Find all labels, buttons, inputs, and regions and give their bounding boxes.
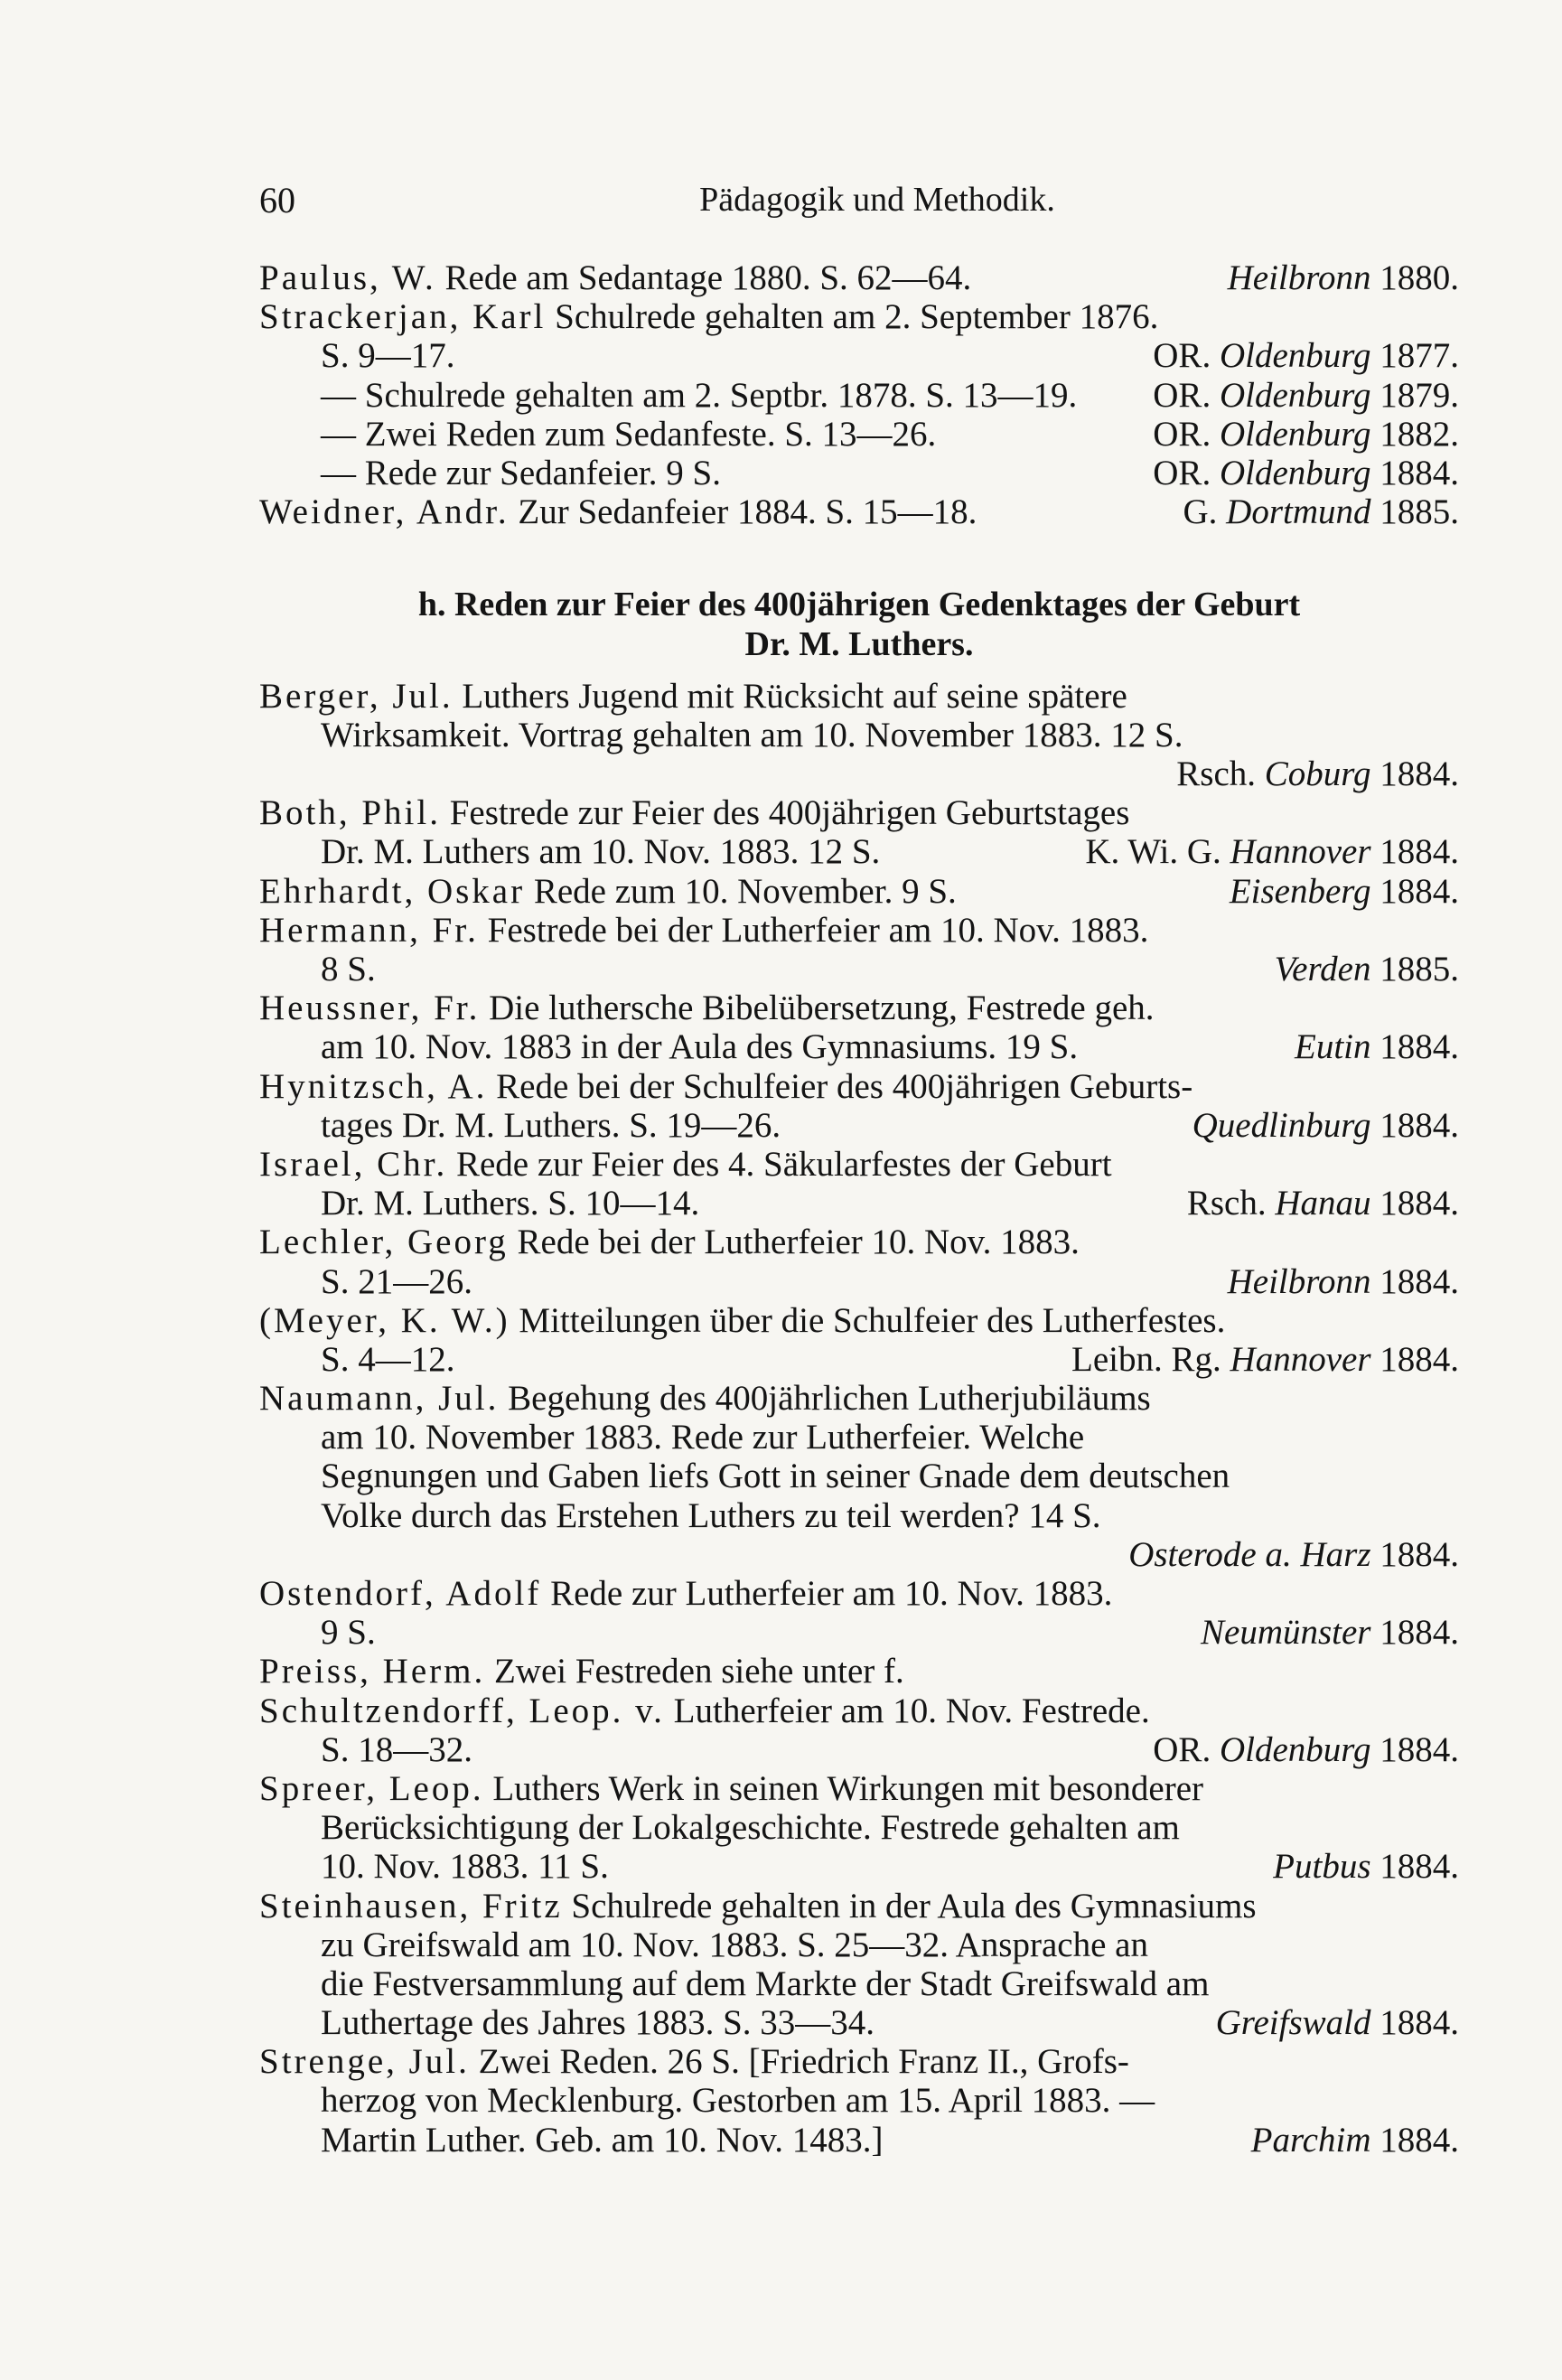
entry-text: die Festversammlung auf dem Markte der Stadt Greifswald am	[321, 1963, 1210, 2003]
author-name: Berger, Jul.	[259, 676, 454, 716]
entry-schultzendorff	[259, 1691, 1459, 1730]
entry-place: Heilbronn	[1227, 1261, 1371, 1301]
author-name: Heussner, Fr.	[259, 989, 481, 1028]
entry-line	[259, 832, 1459, 871]
author-name: Lechler, Georg	[259, 1223, 509, 1262]
entry-line	[259, 1027, 1459, 1066]
entry-text: herzog von Mecklenburg. Gestorben am 15. April 1883. —	[321, 2081, 1155, 2121]
entry-year: 1884.	[1380, 1105, 1459, 1145]
author-name: Paulus, W.	[259, 258, 436, 297]
author-name: Preiss, Herm.	[259, 1652, 486, 1691]
entry-line	[259, 1613, 1459, 1652]
entry-text: Rede am Sedantage 1880. S. 62—64.	[444, 258, 972, 297]
entry-line	[259, 1262, 1459, 1301]
entry-prefix: G.	[1183, 492, 1218, 532]
entry-line	[259, 1106, 1459, 1145]
entry-year: 1884.	[1380, 453, 1459, 492]
entry-text: Zur Sedanfeier 1884. S. 15—18.	[518, 492, 977, 532]
author-name: Strenge, Jul.	[259, 2042, 470, 2082]
entry-text: Luthers Werk in seinen Wirkungen mit besonderer	[492, 1768, 1204, 1808]
entry-place: Eisenberg	[1229, 871, 1371, 911]
entry-continuation	[259, 336, 1459, 375]
entry-place: Quedlinburg	[1192, 1105, 1371, 1145]
author-name: Ehrhardt, Oskar	[259, 871, 526, 911]
entry-prefix: Leibn. Rg.	[1071, 1339, 1221, 1379]
entry-place: Verden	[1274, 950, 1371, 989]
entry-strenge	[259, 2042, 1459, 2081]
entry-line	[259, 1730, 1459, 1769]
author-name: Steinhausen, Fritz	[259, 1886, 563, 1926]
entry-prefix: Rsch.	[1186, 1184, 1267, 1223]
entry-text: Berücksichtigung der Lokalgeschichte. Festrede gehalten am	[321, 1808, 1180, 1848]
entry-place: Putbus	[1273, 1847, 1371, 1887]
entry-line	[259, 950, 1459, 989]
author-name: Israel, Chr.	[259, 1144, 448, 1184]
entry-place: Dortmund	[1226, 492, 1371, 532]
entry-both	[259, 793, 1459, 832]
entry-meyer	[259, 1301, 1459, 1340]
entry-year: 1884.	[1380, 2120, 1459, 2160]
entry-text: Wirksamkeit. Vortrag gehalten am 10. November 1883. 12 S.	[321, 715, 1183, 754]
entry-place: Oldenburg	[1219, 414, 1371, 454]
entry-text: S. 4—12.	[321, 1339, 455, 1379]
entry-hynitzsch	[259, 1067, 1459, 1106]
entry-hermann	[259, 911, 1459, 950]
entry-place: Eutin	[1295, 1027, 1371, 1067]
entry-text: S. 9—17.	[321, 336, 455, 376]
entry-line	[259, 1808, 1459, 1847]
entry-prefix: OR.	[1153, 1729, 1211, 1769]
entry-text: Festrede bei der Lutherfeier am 10. Nov. 1883.	[487, 910, 1149, 950]
entry-prefix: OR.	[1153, 414, 1211, 454]
entry-year: 1877.	[1380, 336, 1459, 376]
entry-line	[259, 1496, 1459, 1535]
author-name: (Meyer, K. W.)	[259, 1300, 510, 1340]
author-name: Schultzendorff, Leop. v.	[259, 1691, 665, 1730]
entry-text: Zwei Reden. 26 S. [Friedrich Franz II., Grofs-	[478, 2042, 1129, 2082]
author-name: Hermann, Fr.	[259, 910, 479, 950]
entry-text: — Schulrede gehalten am 2. Septbr. 1878. S. 13—19.	[321, 375, 1078, 415]
entry-year: 1884.	[1380, 1847, 1459, 1887]
entry-prefix: K. Wi. G.	[1085, 832, 1221, 872]
entry-line	[259, 716, 1459, 754]
entry-text: Volke durch das Erstehen Luthers zu teil werden? 14 S.	[321, 1495, 1101, 1535]
entry-heussner	[259, 989, 1459, 1027]
entry-place: Hannover	[1230, 1339, 1371, 1379]
entry-text: Rede bei der Lutherfeier 10. Nov. 1883.	[517, 1223, 1080, 1262]
entry-text: — Rede zur Sedanfeier. 9 S.	[321, 453, 721, 492]
entry-text: Segnungen und Gaben liefs Gott in seiner Gnade dem deutschen	[321, 1457, 1230, 1496]
entry-text: Rede zur Feier des 4. Säkularfestes der Geburt	[455, 1144, 1112, 1184]
entry-continuation	[259, 415, 1459, 454]
entry-year: 1882.	[1380, 414, 1459, 454]
entry-text: — Zwei Reden zum Sedanfeste. S. 13—26.	[321, 414, 937, 454]
entry-continuation	[259, 376, 1459, 415]
section-heading: h. Reden zur Feier des 400jährigen Gedenktages der Geburt	[417, 586, 1301, 624]
author-name: Hynitzsch, A.	[259, 1066, 488, 1106]
entry-text: Zwei Festreden siehe unter f.	[493, 1652, 904, 1691]
entry-text: S. 18—32.	[321, 1729, 472, 1769]
entry-line	[259, 754, 1459, 793]
entry-ehrhardt	[259, 872, 1459, 911]
entry-place: Oldenburg	[1219, 1729, 1371, 1769]
entry-year: 1885.	[1380, 492, 1459, 532]
entry-paulus	[259, 258, 1459, 297]
entry-year: 1884.	[1380, 1613, 1459, 1653]
entry-text: Luthers Jugend mit Rücksicht auf seine spätere	[462, 676, 1127, 716]
entry-place: Heilbronn	[1227, 258, 1371, 297]
entry-prefix: OR.	[1153, 453, 1211, 492]
entry-place: Greifswald	[1215, 2003, 1371, 2043]
entry-text: S. 21—26.	[321, 1261, 472, 1301]
entry-text: Festrede zur Feier des 400jährigen Geburtstages	[449, 793, 1130, 833]
entry-line	[259, 1340, 1459, 1379]
entry-continuation	[259, 454, 1459, 492]
author-name: Spreer, Leop.	[259, 1768, 484, 1808]
entry-spreer	[259, 1769, 1459, 1808]
entry-preiss	[259, 1652, 1459, 1691]
page-number: 60	[259, 180, 295, 220]
document-page	[259, 181, 1459, 2160]
entry-text: Die luthersche Bibelübersetzung, Festrede geh.	[489, 989, 1155, 1028]
entry-text: zu Greifswald am 10. Nov. 1883. S. 25—32. Ansprache an	[321, 1925, 1148, 1964]
entry-prefix: OR.	[1153, 336, 1211, 376]
entry-place: Hanau	[1275, 1184, 1371, 1223]
entry-text: Begehung des 400jährlichen Lutherjubiläums	[508, 1379, 1151, 1419]
author-name: Weidner, Andr.	[259, 492, 510, 532]
section-heading-cont: Dr. M. Luthers.	[744, 624, 974, 663]
entry-year: 1884.	[1380, 754, 1459, 794]
entry-lechler	[259, 1223, 1459, 1261]
entry-place: Hannover	[1230, 832, 1371, 872]
entry-ostendorf	[259, 1574, 1459, 1613]
entry-prefix: OR.	[1153, 375, 1211, 415]
entry-strackerjan	[259, 297, 1459, 336]
entry-year: 1884.	[1380, 1534, 1459, 1574]
entry-line	[259, 1847, 1459, 1886]
page-header	[259, 181, 1459, 231]
entry-berger	[259, 677, 1459, 716]
entry-text: 10. Nov. 1883. 11 S.	[321, 1847, 609, 1887]
entry-text: am 10. November 1883. Rede zur Lutherfeier. Welche	[321, 1418, 1085, 1457]
entry-text: Martin Luther. Geb. am 10. Nov. 1483.]	[321, 2120, 884, 2160]
entry-year: 1884.	[1380, 1027, 1459, 1067]
entry-line	[259, 1184, 1459, 1223]
entry-line	[259, 1535, 1459, 1574]
entry-place: Parchim	[1250, 2120, 1371, 2160]
entry-text: Schulrede gehalten in der Aula des Gymnasiums	[571, 1886, 1257, 1926]
entry-prefix: Rsch.	[1176, 754, 1256, 794]
entry-text: Lutherfeier am 10. Nov. Festrede.	[673, 1691, 1150, 1730]
entry-text: Rede zur Lutherfeier am 10. Nov. 1883.	[550, 1574, 1113, 1613]
entry-place: Coburg	[1264, 754, 1371, 794]
entry-place: Neumünster	[1201, 1613, 1371, 1653]
entry-year: 1884.	[1380, 1729, 1459, 1769]
entry-weidner	[259, 492, 1459, 531]
entry-year: 1884.	[1380, 1261, 1459, 1301]
author-name: Ostendorf, Adolf	[259, 1574, 542, 1613]
author-name: Both, Phil.	[259, 793, 441, 833]
entry-year: 1884.	[1380, 1184, 1459, 1223]
entry-line	[259, 1457, 1459, 1495]
entry-text: Luthertage des Jahres 1883. S. 33—34.	[321, 2003, 875, 2043]
entry-place: Oldenburg	[1219, 336, 1371, 376]
entry-year: 1884.	[1380, 871, 1459, 911]
entry-text: Dr. M. Luthers am 10. Nov. 1883. 12 S.	[321, 832, 881, 872]
entry-line	[259, 1418, 1459, 1457]
entry-naumann	[259, 1379, 1459, 1418]
entry-line	[259, 1964, 1459, 2003]
entry-text: Dr. M. Luthers. S. 10—14.	[321, 1184, 700, 1223]
entry-line	[259, 2003, 1459, 2042]
author-name: Strackerjan, Karl	[259, 297, 547, 337]
entry-year: 1879.	[1380, 375, 1459, 415]
entry-steinhausen	[259, 1887, 1459, 1926]
entry-place: Osterode a. Harz	[1128, 1534, 1371, 1574]
author-name: Naumann, Jul.	[259, 1379, 500, 1419]
entry-line	[259, 2121, 1459, 2160]
entry-text: 8 S.	[321, 950, 376, 989]
entry-line	[259, 1926, 1459, 1964]
entry-text: Rede bei der Schulfeier des 400jährigen Geburts-	[496, 1066, 1193, 1106]
entry-year: 1884.	[1380, 1339, 1459, 1379]
entry-place: Oldenburg	[1219, 453, 1371, 492]
entry-year: 1884.	[1380, 2003, 1459, 2043]
entry-text: 9 S.	[321, 1613, 376, 1653]
entry-text: am 10. Nov. 1883 in der Aula des Gymnasiums. 19 S.	[321, 1027, 1079, 1067]
entry-line	[259, 2081, 1459, 2120]
entry-year: 1880.	[1380, 258, 1459, 297]
entry-text: Rede zum 10. November. 9 S.	[533, 871, 957, 911]
entry-year: 1885.	[1380, 950, 1459, 989]
entry-place: Oldenburg	[1219, 375, 1371, 415]
entry-israel	[259, 1145, 1459, 1184]
running-title: Pädagogik und Methodik.	[699, 181, 1055, 219]
entry-year: 1884.	[1380, 832, 1459, 872]
entry-text: Schulrede gehalten am 2. September 1876.	[555, 297, 1159, 337]
entry-text: Mitteilungen über die Schulfeier des Lutherfestes.	[519, 1300, 1226, 1340]
entry-text: tages Dr. M. Luthers. S. 19—26.	[321, 1105, 781, 1145]
